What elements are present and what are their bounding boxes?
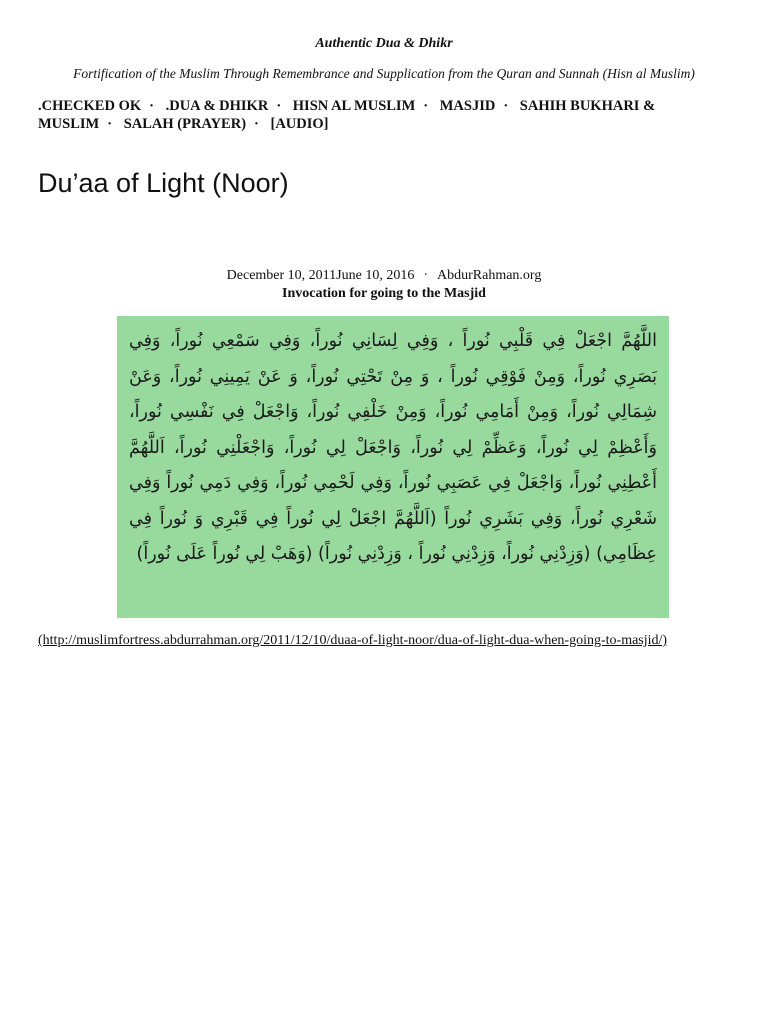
source-link[interactable]: (http://muslimfortress.abdurrahman.org/2011/12/10/duaa-of-light-noor/dua-of-light-dua-when-going-to-masjid/): [38, 633, 668, 648]
category-list: [38, 97, 728, 133]
category-separator: ·: [503, 98, 509, 114]
author-link[interactable]: AbdurRahman.org: [437, 268, 542, 283]
category-link-dua-dhikr[interactable]: .DUA & DHIKR: [165, 98, 269, 114]
post-title: Du’aa of Light (Noor): [38, 168, 289, 198]
site-tagline: Fortification of the Muslim Through Remembrance and Supplication from the Quran and Sunnah (Hisn al Muslim): [73, 66, 695, 81]
site-title[interactable]: Authentic Dua & Dhikr: [315, 36, 453, 51]
dua-arabic-text: اللَّهُمَّ اجْعَلْ فِي قَلْبِي نُوراً ، وَفِي لِسَانِي نُوراً، وَفِي سَمْعِي نُوراً، وَفِي بَصَرِي نُوراً، وَمِنْ فَوْقِي نُوراً ، وَ مِنْ تَحْتِي نُوراً، وَ عَنْ يَمِينِي نُوراً، وَعَنْ شِمَالِي نُوراً، وَمِنْ أَمَامِي نُوراً، وَمِنْ خَلْفِي نُوراً، وَاجْعَلْ فِي نَفْسِي نُوراً، وَأَعْظِمْ لِي نُوراً، وَعَظِّمْ لِي نُوراً، وَاجْعَلْ لِي نُوراً، وَاجْعَلْنِي نُوراً، اَللَّهُمَّ أَعْطِنِي نُوراً، وَاجْعَلْ فِي عَصَبِي نُوراً، وَفِي لَحْمِي نُوراً، وَفِي دَمِي نُوراً وَفِي شَعْرِي نُوراً، وَفِي بَشَرِي نُوراً (اَللَّهُمَّ اجْعَلْ لِي نُوراً فِي قَبْرِي وَ نُوراً فِي عِظَامِي) (وَزِدْنِي نُوراً، وَزِدْنِي نُوراً ، وَزِدْنِي نُوراً) (وَهَبْ لِي نُوراً عَلَى نُوراً): [117, 316, 669, 618]
category-separator: ·: [107, 116, 113, 132]
category-separator: ·: [149, 98, 154, 114]
category-link-audio[interactable]: [AUDIO]: [270, 116, 329, 132]
category-link-salah[interactable]: SALAH (PRAYER): [123, 116, 247, 132]
post-meta: [0, 268, 768, 284]
meta-separator: ·: [423, 268, 428, 283]
category-link-masjid[interactable]: MASJID: [439, 98, 496, 114]
category-separator: ·: [423, 98, 429, 114]
post-subtitle: Invocation for going to the Masjid: [282, 286, 486, 301]
post-date-link[interactable]: December 10, 2011June 10, 2016: [226, 268, 415, 283]
category-link-hisn-al-muslim[interactable]: HISN AL MUSLIM: [292, 98, 416, 114]
category-separator: ·: [254, 116, 259, 132]
category-link-sahih-bukhari-muslim[interactable]: SAHIH BUKHARI & MUSLIM: [38, 98, 656, 132]
category-separator: ·: [276, 98, 282, 114]
category-link-checked-ok[interactable]: .CHECKED OK: [38, 98, 142, 114]
